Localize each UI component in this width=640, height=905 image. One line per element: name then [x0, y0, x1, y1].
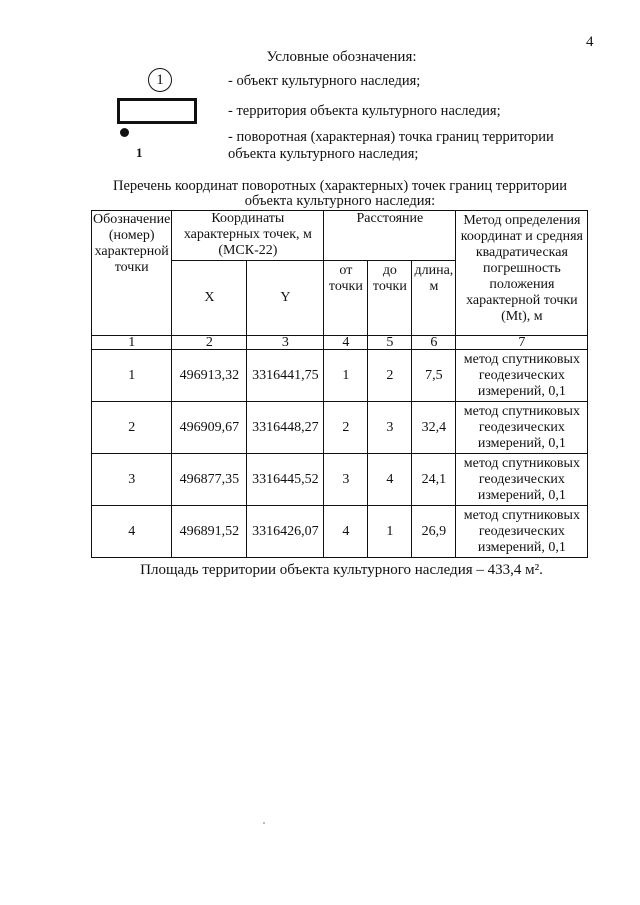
cell-x: 496877,35 — [172, 454, 247, 506]
header-y: Y — [247, 261, 324, 336]
territory-rectangle-icon — [117, 98, 197, 124]
legend-item-object: - объект культурного наследия; — [228, 73, 421, 89]
legend-item-territory: - территория объекта культурного наследия; — [228, 103, 501, 119]
column-index: 5 — [368, 336, 412, 350]
table-row — [92, 402, 588, 454]
scan-speck — [263, 822, 265, 824]
cell-x: 496913,32 — [172, 350, 247, 402]
column-index: 3 — [247, 336, 324, 350]
table-row — [92, 454, 588, 506]
page-number: 4 — [586, 34, 594, 50]
cell-from: 1 — [324, 350, 368, 402]
dot-label: 1 — [136, 145, 143, 160]
header-designation: Обозначение (номер) характерной точки — [92, 211, 172, 336]
cell-point-id: 4 — [92, 506, 172, 558]
cell-length: 32,4 — [412, 402, 456, 454]
cell-from: 3 — [324, 454, 368, 506]
column-index: 2 — [172, 336, 247, 350]
header-to: до точки — [368, 261, 412, 336]
cell-point-id: 3 — [92, 454, 172, 506]
cell-x: 496891,52 — [172, 506, 247, 558]
cell-y: 3316445,52 — [247, 454, 324, 506]
column-index: 1 — [92, 336, 172, 350]
coordinates-table — [91, 210, 588, 558]
cell-point-id: 1 — [92, 350, 172, 402]
table-row — [92, 350, 588, 402]
cell-point-id: 2 — [92, 402, 172, 454]
turning-point-dot-icon — [120, 128, 129, 137]
header-x: X — [172, 261, 247, 336]
header-distance: Расстояние — [324, 211, 456, 261]
heritage-object-circle-icon — [148, 68, 172, 92]
cell-method: метод спутниковых геодезических измерений, 0,1 — [456, 350, 588, 402]
cell-length: 24,1 — [412, 454, 456, 506]
cell-method: метод спутниковых геодезических измерений, 0,1 — [456, 402, 588, 454]
cell-to: 3 — [368, 402, 412, 454]
cell-from: 4 — [324, 506, 368, 558]
cell-to: 2 — [368, 350, 412, 402]
cell-to: 1 — [368, 506, 412, 558]
cell-from: 2 — [324, 402, 368, 454]
legend-item-turning-point: - поворотная (характерная) точка границ территории объекта культурного наследия; — [228, 129, 554, 162]
header-method: Метод определения координат и средняя квадратическая погрешность положения характерной точки (Mt), м — [456, 211, 588, 336]
header-from: от точки — [324, 261, 368, 336]
cell-method: метод спутниковых геодезических измерений, 0,1 — [456, 506, 588, 558]
column-index: 4 — [324, 336, 368, 350]
column-index-row — [92, 336, 588, 350]
table-row — [92, 506, 588, 558]
cell-y: 3316441,75 — [247, 350, 324, 402]
area-text: Площадь территории объекта культурного наследия – 433,4 м². — [140, 562, 543, 578]
column-index: 6 — [412, 336, 456, 350]
legend-title: Условные обозначения: — [266, 49, 417, 65]
cell-length: 26,9 — [412, 506, 456, 558]
cell-to: 4 — [368, 454, 412, 506]
header-coordinates: Координаты характерных точек, м (МСК-22) — [172, 211, 324, 261]
cell-length: 7,5 — [412, 350, 456, 402]
cell-y: 3316426,07 — [247, 506, 324, 558]
header-length: длина, м — [412, 261, 456, 336]
cell-y: 3316448,27 — [247, 402, 324, 454]
column-index: 7 — [456, 336, 588, 350]
circle-symbol-number: 1 — [156, 72, 164, 88]
cell-method: метод спутниковых геодезических измерений, 0,1 — [456, 454, 588, 506]
coordinates-list-title: Перечень координат поворотных (характерных) точек границ территории объекта культурного наследия: — [112, 178, 568, 209]
cell-x: 496909,67 — [172, 402, 247, 454]
